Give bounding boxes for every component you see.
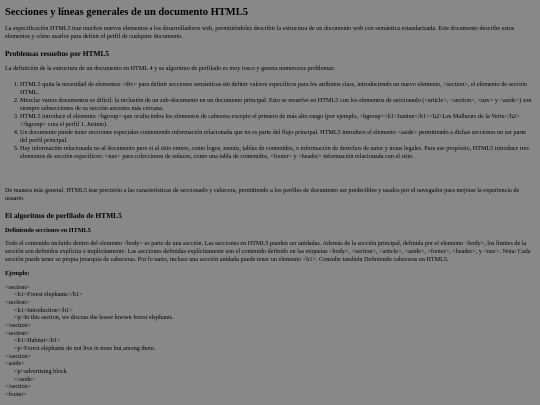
code-line: <h1>Introduction</h1> <box>14 306 73 314</box>
list-item: 2. Mezclar varios documentos es difícil: la inclusión de un sub-documento en un documento principal. Esto se resuelve en HTML5 con los elementos de seccionado (<article>, <section>, <nav> y <aside>) son siempre subsecciones de su sección ancestra más cercana. <box>20 97 534 113</box>
list-item: 3. HTML5 introduce el elemento <hgroup> que oculta todos los elementos de cabecera excepto el primero de más alto rango (por ejemplo, <hgroup><h1>Justine</h1><h2>Les Malheurs de la Vertu</h2></hgroup> crea el perfil 1. Justine). <box>20 113 534 129</box>
list-item: 5. Hay información relacionada no al documento pero si al sitio entero, como logos, menús, tablas de contenidos, o información de derechos de autor y notas legales. Para ese propósito, HTML5 introduce tres elementos de sección específicos: <nav> para colecciones de enlaces, como una tabla de contenidos, <footer> y <header> información relacionada con el sitio. <box>20 145 534 161</box>
code-line: </section> <box>5 383 32 391</box>
code-line: <section> <box>5 283 30 291</box>
code-line: </aside> <box>14 375 36 383</box>
code-line: <footer> <box>5 391 27 399</box>
code-line: <p>Forest elephants do not live in trees but among them. <box>14 345 156 353</box>
algorithm-body-paragraph: Todo el contenido incluido dentro del elemento <body> es parte de una sección. Las secciones en HTML5 pueden ser anidadas. Además de la sección principal, definida por el elemento <body>, los límites de la sección son definidos explícita o implícitamente. Las secciones definidas explícitamente son el contenido definido en las etiquetas <body>, <section>, <article>, <aside>, <footer>, <header>, y <nav>. Nota: Cada sección puede tener su propia jerarquía de cabeceras. Por lo tanto, incluso una sección anidada puede tener un elemento <h1>. Consulte también Definiendo cabeceras en HTML5. <box>5 240 531 264</box>
code-line: </section> <box>5 352 32 360</box>
section-heading-problems: Problemas resueltos por HTML5 <box>5 48 110 58</box>
problems-list <box>5 81 534 162</box>
list-item: 1. HTML5 quita la necesidad de elementos <div> para definir secciones semánticas sin definir valores específicos para los atributos class, introduciendo un nuevo elemento, <section>, el elemento de sección HTML. <box>20 81 534 97</box>
problems-outro-paragraph: De manera más general, HTML5 trae precisión a las características de seccionado y cabecera, permitiendo a los perfiles de documento ser predecibles y usados por el navegador para mejorar la experiencia de usuario. <box>5 187 520 203</box>
intro-paragraph: La especificación HTML5 trae muchos nuevos elementos a los desarrolladores web, permitiéndoles describir la estructura de un documento web con semántica estandarizada. Este documento describe estos elementos y cómo usarlos para definir el perfil de cualquier documento. <box>5 24 515 40</box>
code-line: <h1>Forest elephants</h1> <box>14 291 83 299</box>
code-line: <p>In this section, we discuss the lesser known forest elephants. <box>14 314 174 322</box>
code-line: </section> <box>5 321 32 329</box>
problems-intro-paragraph: La definición de la estructura de un documento en HTML 4 y su algoritmo de perfilado es muy tosco y genera numerosos problemas: <box>5 64 336 72</box>
section-heading-algorithm: El algoritmo de perfilado de HTML5 <box>5 211 122 221</box>
code-line: <p>advertising block <box>14 368 67 376</box>
code-example <box>5 284 534 399</box>
code-line: <section> <box>5 329 30 337</box>
code-line: <aside> <box>5 360 25 368</box>
page-title: Secciones y líneas generales de un documento HTML5 <box>5 7 248 18</box>
spacer <box>5 161 534 187</box>
example-label: Ejemplo: <box>5 270 30 278</box>
list-item: 4. Un documento puede tener secciones especiales conteniendo información relacionada que no es parte del flujo principal. HTML5 introduce el elemento <aside> permitiendo a dichas secciones no ser parte del perfil principal. <box>20 129 534 145</box>
code-line: <h1>Habitat</h1> <box>14 337 61 345</box>
code-line: <section> <box>5 298 30 306</box>
subsection-heading-defining: Definiendo secciones en HTML5 <box>5 227 91 235</box>
